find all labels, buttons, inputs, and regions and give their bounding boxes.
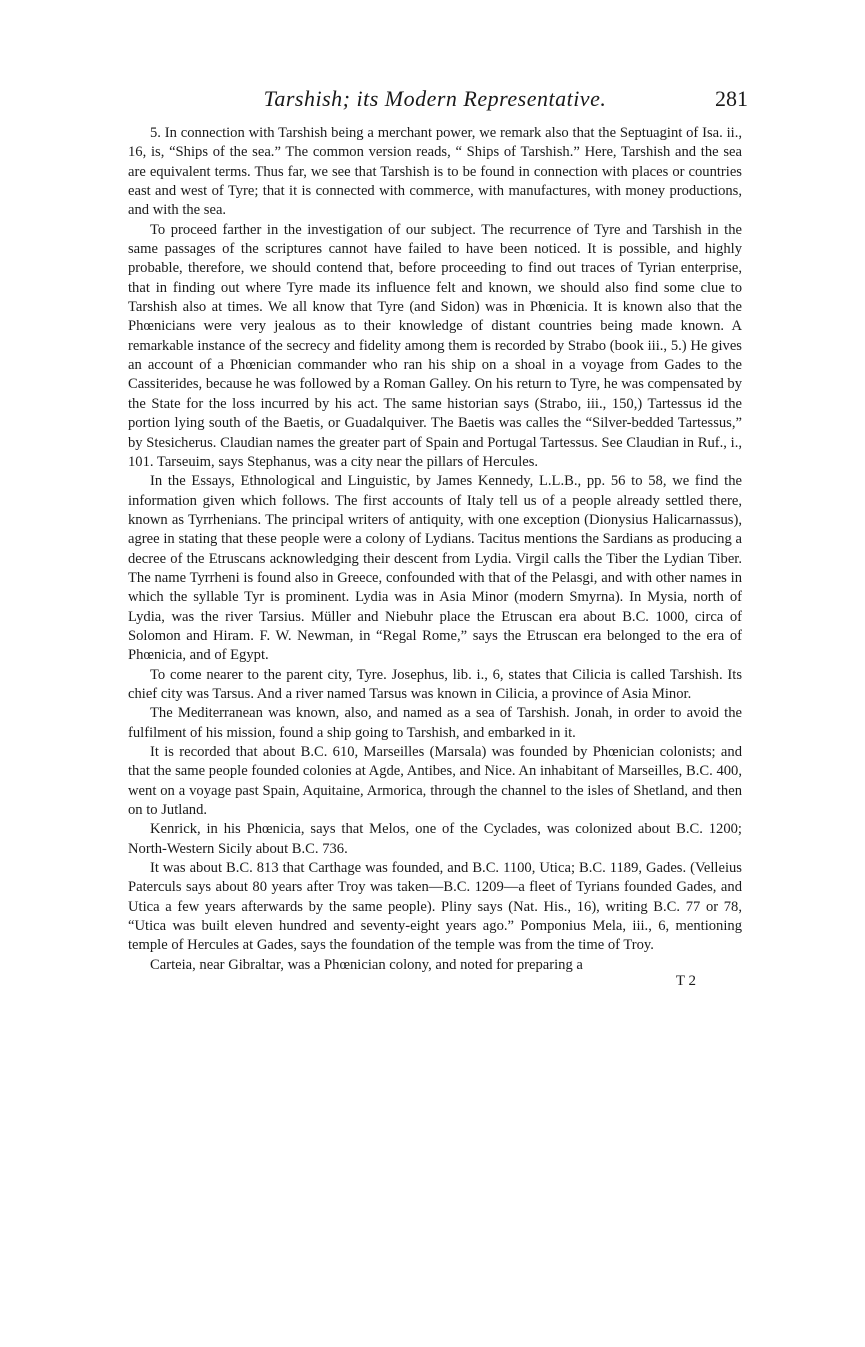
paragraph: Carteia, near Gibraltar, was a Phœnician colony, and noted for preparing a — [150, 956, 583, 973]
paragraph: It was about B.C. 813 that Carthage was founded, and B.C. 1100, Utica; B.C. 1189, Gades. (Velleius Paterculs says about 80 years after Troy was taken—B.C. 1209—a fleet of Tyrians founded Gades, and Utica a few years afterwards by the same people). Pliny says (Nat. His., 16), writing B.C. 77 or 78, “Utica was built eleven hundred and seventy-eight years ago.” Pomponius Mela, iii., 6, mentioning temple of Hercules at Gades, says the foundation of the temple was from the time of Troy. — [128, 860, 742, 954]
paragraph: In the Essays, Ethnological and Linguistic, by James Kennedy, L.L.B., pp. 56 to 58, we find the information given which follows. The first accounts of Italy tell us of a people already settled there, known as Tyrrhenians. The principal writers of antiquity, with one exception (Dionysius Halicarnassus), agree in stating that these people were a colony of Lydians. Tacitus mentions the Sardians as producing a decree of the Etruscans acknowledging their descent from Lydia. Virgil calls the Tiber the Lydian Tiber. The name Tyrrheni is found also in Greece, confounded with that of the Pelasgi, and with other names in which the syllable Tyr is prominent. Lydia was in Asia Minor (modern Smyrna). In Mysia, north of Lydia, was the river Tarsius. Müller and Niebuhr place the Etruscan era about B.C. 1000, circa of Solomon and Hiram. F. W. Newman, in “Regal Rome,” says the Etruscan era belonged to the era of Phœnicia, and of Egypt. — [128, 473, 742, 664]
signature-mark: T 2 — [675, 973, 696, 990]
page-number: 281 — [715, 86, 748, 111]
paragraph: 5. In connection with Tarshish being a merchant power, we remark also that the Septuagint of Isa. ii., 16, is, “Ships of the sea.” The common version reads, “ Ships of Tarshish.” Here, Tarshish and the sea are equivalent terms. Thus far, we see that Tarshish is to be found in connection with places or countries east and west of Tyre; that it is connected with commerce, with manufactures, with money productions, and with the sea. — [128, 125, 742, 219]
paragraph: The Mediterranean was known, also, and named as a sea of Tarshish. Jonah, in order to avoid the fulfilment of his mission, found a ship going to Tarshish, and embarked in it. — [128, 705, 742, 741]
paragraph: Kenrick, in his Phœnicia, says that Melos, one of the Cyclades, was colonized about B.C. 1200; North-Western Sicily about B.C. 736. — [128, 821, 742, 857]
body-text — [128, 124, 742, 975]
paragraph: It is recorded that about B.C. 610, Marseilles (Marsala) was founded by Phœnician colonists; and that the same people founded colonies at Agde, Antibes, and Nice. An inhabitant of Marseilles, B.C. 400, went on a voyage past Spain, Aquitaine, Armorica, through the channel to the isles of Shetland, and then on to Jutland. — [128, 744, 742, 819]
paragraph: To proceed farther in the investigation of our subject. The recurrence of Tyre and Tarshish in the same passages of the scriptures cannot have failed to have been noticed. It is possible, and highly probable, therefore, we should contend that, before proceeding to find out traces of Tyrian enterprise, that in finding out where Tyre made its influence felt and known, we should also find some clue to Tarshish also at times. We all know that Tyre (and Sidon) was in Phœnicia. It is known also that the Phœnicians were very jealous as to their knowledge of distant countries being made known. A remarkable instance of the secrecy and fidelity among them is recorded by Strabo (book iii., 5.) He gives an account of a Phœnician commander who ran his ship on a shoal in a voyage from Gades to the Cassiterides, because he was followed by a Roman Galley. On his return to Tyre, he was compensated by the State for the loss incurred by his act. The same historian says (Strabo, iii., 150,) Tartessus id the portion lying south of the Baetis, or Guadalquiver. The Baetis was calles the “Silver-bedded Tartessus,” by Stesicherus. Claudian names the greater part of Spain and Portugal Tartessus. See Claudian in Ruf., i., 101. Tarseuim, says Stephanus, was a city near the pillars of Hercules. — [128, 221, 742, 470]
page-header — [128, 86, 748, 120]
book-page — [128, 86, 748, 990]
paragraph: To come nearer to the parent city, Tyre. Josephus, lib. i., 6, states that Cilicia is called Tarshish. Its chief city was Tarsus. And a river named Tarsus was known in Cilicia, a province of Asia Minor. — [128, 666, 742, 702]
running-title: Tarshish; its Modern Representative. — [263, 86, 607, 111]
